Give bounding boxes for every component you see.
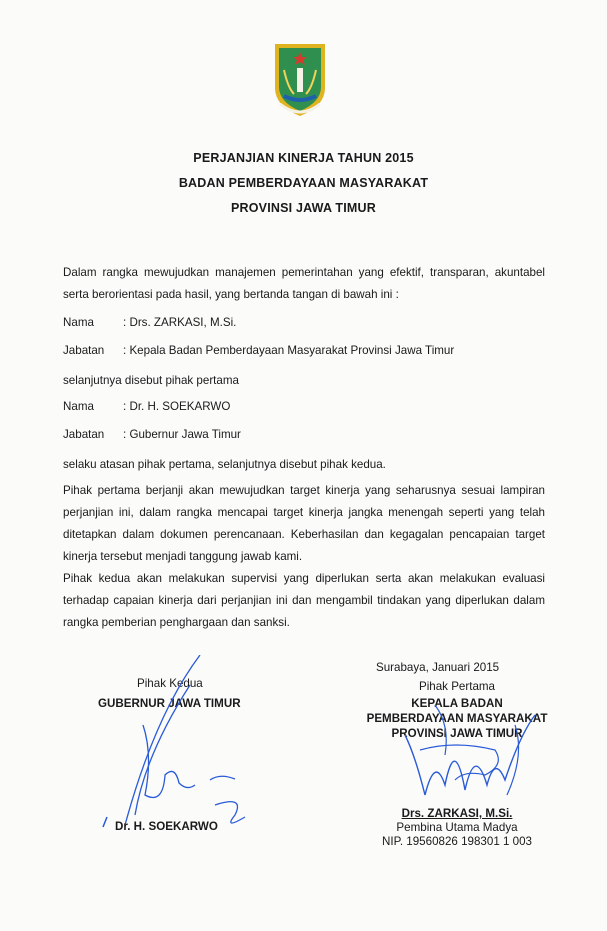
party1-position-row (63, 342, 454, 360)
left-signatory-name: Dr. H. SOEKARWO (115, 820, 218, 833)
title-line: PROVINSI JAWA TIMUR (391, 727, 523, 740)
right-signatory-name: Drs. ZARKASI, M.Si. (401, 807, 513, 820)
field-label: Jabatan (63, 428, 105, 441)
title-line: KEPALA BADAN (411, 697, 503, 710)
field-label: Jabatan (63, 344, 105, 357)
field-value: : Kepala Badan Pemberdayaan Masyarakat Provinsi Jawa Timur (123, 344, 455, 357)
place-and-date: Surabaya, Januari 2015 (376, 661, 500, 674)
agency-name: BADAN PEMBERDAYAAN MASYARAKAT (178, 176, 429, 190)
right-signatory-nip: NIP. 19560826 198301 1 003 (382, 835, 532, 848)
right-signatory-rank: Pembina Utama Madya (396, 821, 518, 834)
intro-paragraph: Dalam rangka mewujudkan manajemen pemerintahan yang efektif, transparan, akuntabel serta berorientasi pada hasil, yang bertanda tangan di bawah ini : (63, 266, 545, 301)
party2-name-row (63, 398, 230, 416)
jawa-timur-emblem-icon (270, 40, 330, 120)
field-value: : Gubernur Jawa Timur (123, 428, 241, 441)
document-title: PERJANJIAN KINERJA TAHUN 2015 (193, 151, 414, 165)
commitment-paragraph: Pihak pertama berjanji akan mewujudkan target kinerja yang seharusnya sesuai lampiran perjanjian ini, dalam rangka mencapai target kinerja jangka menengah seperti yang telah ditetapkan dalam dokumen perencanaan. Keberhasilan dan kegagalan pencapaian target kinerja tersebut menjadi tanggung jawab kami. (63, 484, 545, 563)
field-label: Nama (63, 316, 94, 329)
party1-designation: selanjutnya disebut pihak pertama (63, 374, 239, 387)
province-name: PROVINSI JAWA TIMUR (230, 201, 377, 215)
field-label: Nama (63, 400, 94, 413)
party2-position-row (63, 426, 241, 444)
field-value: : Drs. ZARKASI, M.Si. (123, 316, 237, 329)
party1-name-row (63, 314, 236, 332)
title-line: PEMBERDAYAAN MASYARAKAT (366, 712, 548, 725)
field-value: : Dr. H. SOEKARWO (123, 400, 231, 413)
left-signatory-title: GUBERNUR JAWA TIMUR (98, 697, 241, 710)
left-handwritten-signature (95, 655, 255, 830)
right-handwritten-signature (395, 695, 545, 805)
supervision-paragraph: Pihak kedua akan melakukan supervisi yang diperlukan serta akan melakukan evaluasi terhadap capaian kinerja dari perjanjian ini dan mengambil tindakan yang diperlukan dalam rangka pemberian penghargaan dan sanksi. (63, 572, 545, 629)
left-signatory-role: Pihak Kedua (137, 677, 203, 690)
right-signatory-role: Pihak Pertama (418, 680, 496, 693)
party2-designation: selaku atasan pihak pertama, selanjutnya disebut pihak kedua. (63, 458, 386, 471)
